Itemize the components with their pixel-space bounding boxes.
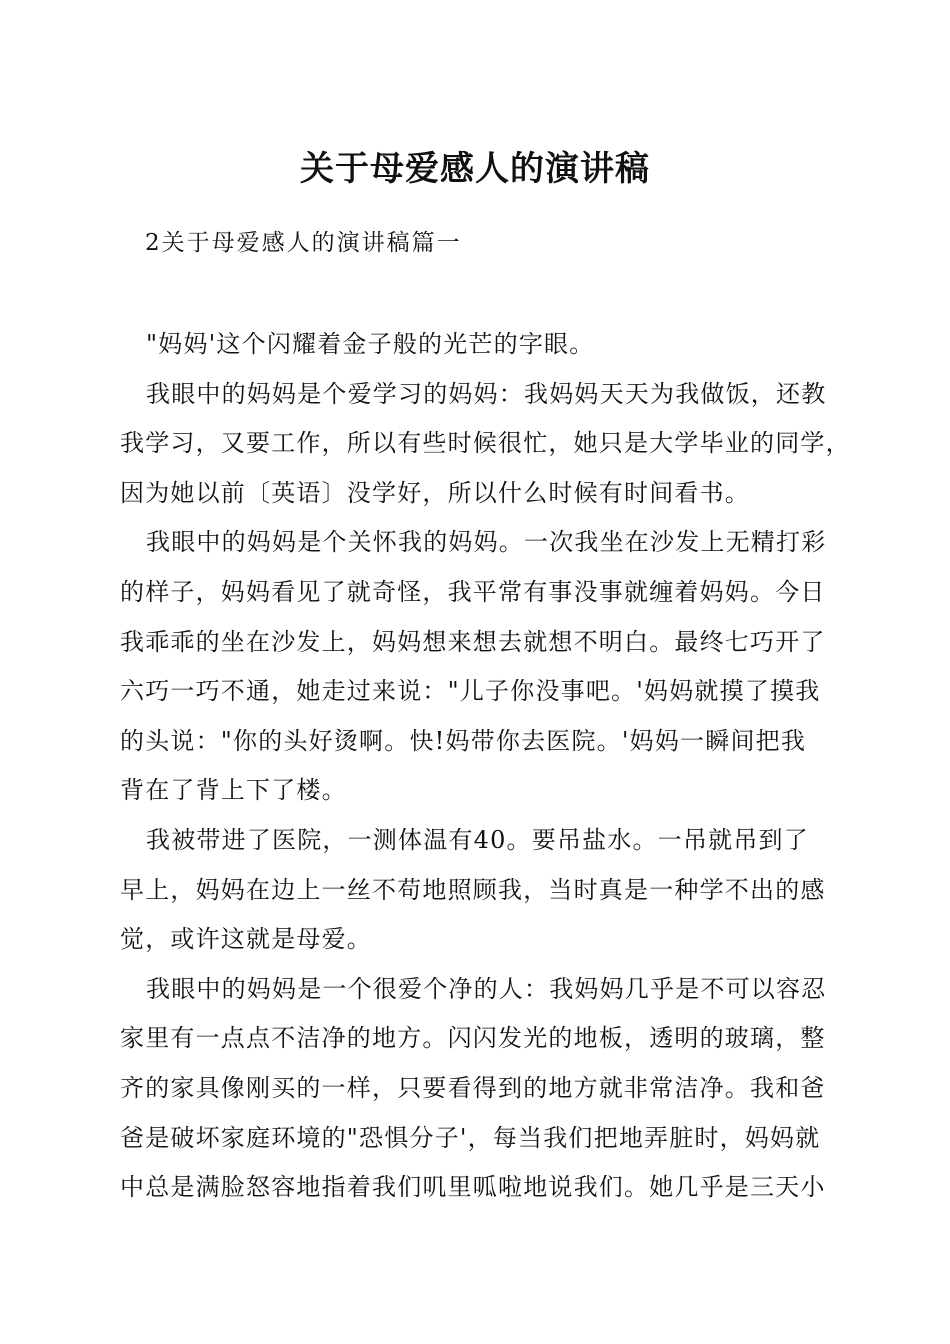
document-title: 关于母爱感人的演讲稿 [300,149,650,189]
paragraph-line: 我被带进了医院，一测体温有40。要吊盐水。一吊就吊到了 [146,825,809,854]
paragraph-line: 我眼中的妈妈是个爱学习的妈妈：我妈妈天天为我做饭，还教 [146,379,827,408]
paragraph-line: 觉，或许这就是母爱。 [120,925,372,954]
paragraph-2 [120,370,850,519]
paragraph-line: 因为她以前〔英语〕没学好，所以什么时候有时间看书。 [120,478,750,507]
paragraph-line: "妈妈'这个闪耀着金子般的光芒的字眼。 [146,330,595,358]
paragraph-line: 我眼中的妈妈是一个很爱个净的人：我妈妈几乎是不可以容忍 [146,974,827,1003]
paragraph-line: 六巧一巧不通，她走过来说："儿子你没事吧。'妈妈就摸了摸我 [120,677,821,706]
paragraph-4 [120,816,850,965]
paragraph-line: 我乖乖的坐在沙发上，妈妈想来想去就想不明白。最终七巧开了 [120,627,826,656]
paragraph-line: 背在了背上下了楼。 [120,776,347,805]
paragraph-line: 早上，妈妈在边上一丝不苟地照顾我，当时真是一种学不出的感 [120,875,826,904]
paragraph-1 [120,320,850,370]
paragraph-5 [120,965,850,1213]
paragraph-line: 我眼中的妈妈是个关怀我的妈妈。一次我坐在沙发上无精打彩 [146,528,827,557]
paragraph-line: 的头说："你的头好烫啊。快!妈带你去医院。'妈妈一瞬间把我 [120,726,807,755]
section-heading: 2关于母爱感人的演讲稿篇一 [145,230,462,256]
document-body [120,320,850,1213]
paragraph-line: 的样子，妈妈看见了就奇怪，我平常有事没事就缠着妈妈。今日 [120,577,826,606]
paragraph-3 [120,518,850,816]
paragraph-line: 我学习，又要工作，所以有些时候很忙，她只是大学毕业的同学， [120,429,851,458]
paragraph-line: 齐的家具像刚买的一样，只要看得到的地方就非常洁净。我和爸 [120,1073,826,1102]
paragraph-line: 中总是满脸怒容地指着我们叽里呱啦地说我们。她几乎是三天小 [120,1173,826,1202]
paragraph-line: 爸是破坏家庭环境的"恐惧分子'，每当我们把地弄脏时，妈妈就 [120,1123,821,1152]
paragraph-line: 家里有一点点不洁净的地方。闪闪发光的地板，透明的玻璃，整 [120,1024,826,1053]
